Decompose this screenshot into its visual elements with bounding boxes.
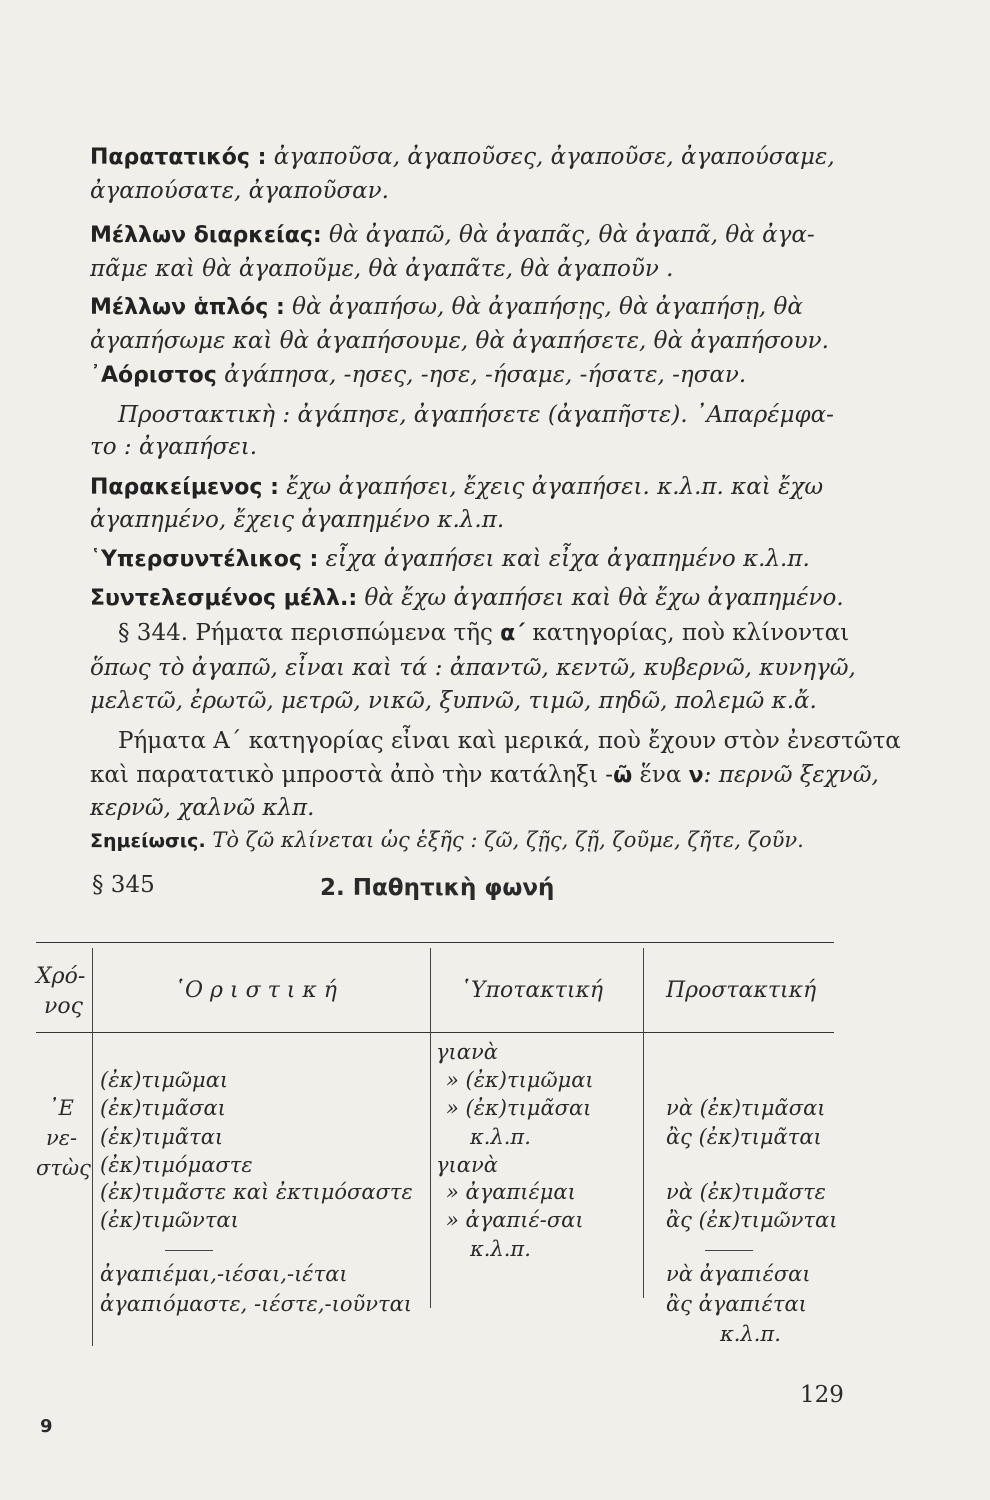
simeiosis-text: Τὸ ζῶ κλίνεται ὡς ἑξῆς : ζῶ, ζῇς, ζῇ, ζοῦμε, ζῆτε, ζοῦν. [212,828,804,852]
table-divider-3 [643,948,644,1298]
section-number: § 345 [92,872,155,898]
aoristos-forms: ἀγάπησα, -ησες, -ησε, -ήσαμε, -ήσατε, -ησαν. [224,362,747,388]
ypotaktiki-line-4: κ.λ.π. [470,1125,531,1149]
paratatikos-label: Παρατατικός : [90,145,267,170]
prostaktiki-form-5: νὰ ἀγαπιέσαι [666,1262,811,1286]
tense-line-1: ᾿Ε [48,1096,74,1120]
parakeimenos-forms-1: ἔχω ἀγαπήσει, ἔχεις ἀγαπήσει. κ.λ.π. καὶ ἔχω [286,474,824,500]
simeiosis-line [90,828,804,852]
oristiki-form-5: (ἐκ)τιμᾶστε καὶ ἐκτιμόσαστε [100,1180,413,1204]
header-xronos: Χρό- [36,964,86,989]
page-number: 129 [800,1382,844,1408]
prostaktiki-form-3: νὰ (ἐκ)τιμᾶστε [666,1180,826,1204]
prostaktiki-form-1: νὰ (ἐκ)τιμᾶσαι [666,1096,826,1120]
syntelesmenos-label: Συντελεσμένος μέλλ.: [90,586,358,611]
rimata-a-line-2 [90,762,879,788]
rimata-a-line-3: κερνῶ, χαλνῶ κλπ. [90,795,315,821]
p344-text-a: § 344. Ρήματα περισπώμενα τῆς [118,620,493,646]
oristiki-form-7: ἀγαπιέμαι,-ιέσαι,-ιέται [100,1262,348,1286]
parakeimenos-line-1 [90,474,823,500]
table-divider-1 [92,948,93,1346]
mellon-diarkeias-forms-1: θὰ ἀγαπῶ, θὰ ἀγαπᾶς, θὰ ἀγαπᾶ, θὰ ἀγα- [329,222,815,248]
ypotaktiki-line-2: » (ἐκ)τιμῶμαι [446,1068,594,1092]
ypotaktiki-line-8: κ.λ.π. [470,1237,531,1261]
oristiki-form-4: (ἐκ)τιμόμαστε [100,1153,253,1177]
oristiki-form-3: (ἐκ)τιμᾶται [100,1125,224,1149]
paratatikos-line-2: ἀγαπούσατε, ἀγαποῦσαν. [90,178,389,204]
prostaktiki-form-6: ἂς ἀγαπιέται [666,1292,807,1316]
mellon-diarkeias-line-2: πᾶμε καὶ θὰ ἀγαποῦμε, θὰ ἀγαπᾶτε, θὰ ἀγαποῦν . [90,256,674,282]
prostaktiki-form-4: ἂς (ἐκ)τιμῶνται [666,1208,838,1232]
oristiki-form-1: (ἐκ)τιμῶμαι [100,1068,229,1092]
section-title: 2. Παθητικὴ φωνή [320,875,555,901]
aoristos-label: ᾿Αόριστος [90,363,217,388]
prostaktiki-form-7: κ.λ.π. [720,1322,781,1346]
mellon-aplos-line-1 [90,294,803,320]
p344-line-2: ὅπως τὸ ἀγαπῶ, εἶναι καὶ τά : ἀπαντῶ, κεντῶ, κυβερνῶ, κυνηγῶ, [90,655,856,681]
tense-line-2: νε- [46,1126,78,1150]
header-ypotaktiki: ῾Υποτακτική [460,978,604,1003]
table-divider-2 [430,948,431,1308]
ypotaktiki-line-1: γιανὰ [436,1040,498,1064]
header-xronos-2: νος [44,994,83,1019]
table-top-rule [36,942,834,943]
parakeimenos-line-2: ἀγαπημένο, ἔχεις ἀγαπημένο κ.λ.π. [90,507,505,533]
paratatikos-forms-1: ἀγαποῦσα, ἀγαποῦσες, ἀγαποῦσε, ἀγαπούσαμε, [273,144,835,170]
oristiki-form-8: ἀγαπιόμαστε, -ιέστε,-ιοῦνται [100,1292,413,1316]
aoristos-line [90,362,746,388]
paratatikos-line-1 [90,144,835,170]
rimata-a-omega: ῶ [613,763,633,788]
ypotaktiki-line-7: » ἀγαπιέ-σαι [446,1208,584,1232]
mellon-aplos-line-2: ἀγαπήσωμε καὶ θὰ ἀγαπήσουμε, θὰ ἀγαπήσετε, θὰ ἀγαπήσουν. [90,328,829,354]
p344-line-3: μελετῶ, ἐρωτῶ, μετρῶ, νικῶ, ξυπνῶ, τιμῶ, πηδῶ, πολεμῶ κ.ἄ. [90,688,817,714]
oristiki-dash [165,1250,213,1251]
mellon-aplos-forms-1: θὰ ἀγαπήσω, θὰ ἀγαπήσῃς, θὰ ἀγαπήσῃ, θὰ [292,294,803,320]
p344-text-c: κατηγορίας, ποὺ κλίνονται [532,620,850,646]
oristiki-form-2: (ἐκ)τιμᾶσαι [100,1096,226,1120]
mellon-diarkeias-label: Μέλλων διαρκείας: [90,223,322,248]
prostaktiki-form-2: ἂς (ἐκ)τιμᾶται [666,1125,822,1149]
ypersyntelikos-forms: εἶχα ἀγαπήσει καὶ εἶχα ἀγαπημένο κ.λ.π. [325,546,810,572]
rimata-a-line-1: Ρήματα Α΄ κατηγορίας εἶναι καὶ μερικά, ποὺ ἔχουν στὸν ἐνεστῶτα [118,728,901,754]
tense-line-3: στὼς [36,1156,91,1180]
table-header-rule [36,1032,834,1033]
p344-line-1 [118,620,849,646]
parakeimenos-label: Παρακείμενος : [90,475,279,500]
signature-mark: 9 [40,1416,53,1437]
simeiosis-label: Σημείωσις. [90,830,206,852]
ypotaktiki-line-5: γιανὰ [436,1153,498,1177]
oristiki-form-6: (ἐκ)τιμῶνται [100,1208,239,1232]
rimata-a-nu: ν [688,763,704,788]
prostaktiki-line-1: Προστακτικὴ : ἀγάπησε, ἀγαπήσετε (ἀγαπῆστε). ᾿Απαρέμφα- [118,402,834,428]
header-prostaktiki: Προστακτική [666,978,817,1003]
ypotaktiki-line-3: » (ἐκ)τιμᾶσαι [446,1096,592,1120]
rimata-a-text-c: ἕνα [632,762,689,788]
p344-alpha: α΄ [500,621,525,646]
rimata-a-text-a: καὶ παρατατικὸ μπροστὰ ἀπὸ τὴν κατάληξι - [90,762,614,788]
ypotaktiki-line-6: » ἀγαπιέμαι [446,1180,576,1204]
prostaktiki-line-2: το : ἀγαπήσει. [90,434,258,460]
ypersyntelikos-line [90,546,810,572]
mellon-diarkeias-line-1 [90,222,815,248]
ypersyntelikos-label: ῾Υπερσυντέλικος : [90,547,319,572]
syntelesmenos-forms: θὰ ἔχω ἀγαπήσει καὶ θὰ ἔχω ἀγαπημένο. [364,585,844,611]
header-oristiki: ῾Ο ρ ι σ τ ι κ ή [174,978,337,1003]
mellon-aplos-label: Μέλλων ἁπλός : [90,295,285,320]
rimata-a-text-e: : περνῶ ξεχνῶ, [703,762,879,788]
syntelesmenos-line [90,585,844,611]
prostaktiki-dash [705,1250,753,1251]
